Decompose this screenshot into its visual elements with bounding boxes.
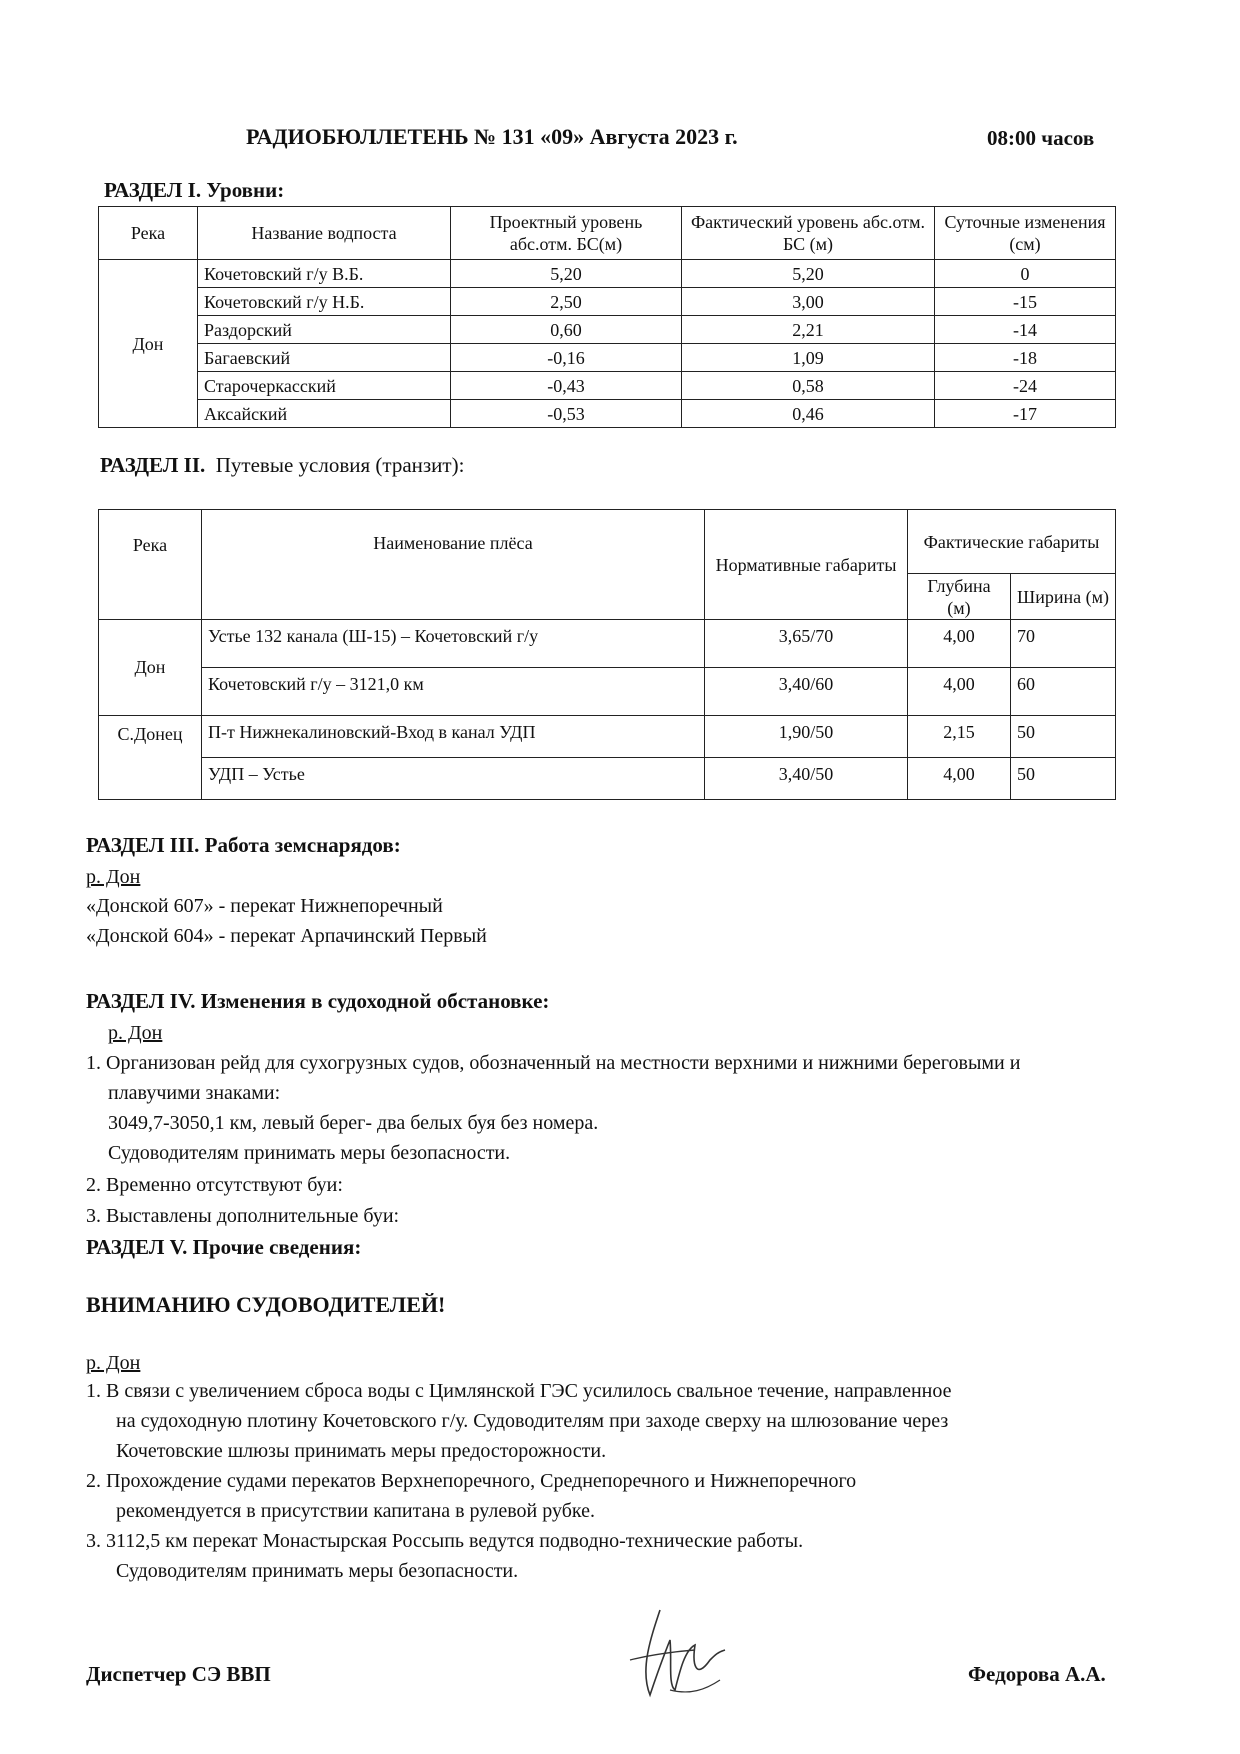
bulletin-time: 08:00 часов — [987, 126, 1095, 150]
norm-dims: 1,90/50 — [705, 716, 908, 758]
norm-dims: 3,40/60 — [705, 668, 908, 716]
post-name: Кочетовский г/у В.Б. — [198, 260, 451, 288]
actual-depth: 2,15 — [908, 716, 1011, 758]
norm-dims: 3,40/50 — [705, 758, 908, 800]
actual-level: 0,46 — [682, 400, 935, 428]
col-depth: Глубина (м) — [908, 574, 1011, 620]
post-name: Кочетовский г/у Н.Б. — [198, 288, 451, 316]
actual-level: 5,20 — [682, 260, 935, 288]
list-item: «Донской 604» - перекат Арпачинский Первый — [86, 925, 487, 947]
post-name: Багаевский — [198, 344, 451, 372]
table-row — [99, 372, 1116, 400]
col-river: Река — [99, 510, 202, 620]
section4-river: р. Дон — [108, 1022, 163, 1044]
post-name: Раздорский — [198, 316, 451, 344]
list-item: 1. Организован рейд для сухогрузных судов, обозначенный на местности верхними и нижними береговыми и — [86, 1052, 1021, 1074]
table-row — [99, 716, 1116, 758]
section1-title: РАЗДЕЛ I. Уровни: — [104, 178, 285, 202]
actual-width: 50 — [1011, 758, 1116, 800]
stretch-name: Устье 132 канала (Ш-15) – Кочетовский г/у — [202, 620, 705, 668]
header — [0, 124, 1240, 154]
list-item: 3. Выставлены дополнительные буи: — [86, 1205, 400, 1227]
table-row — [99, 620, 1116, 668]
post-name: Аксайский — [198, 400, 451, 428]
list-item: 2. Временно отсутствуют буи: — [86, 1174, 343, 1196]
section2-title: РАЗДЕЛ II. Путевые условия (транзит): — [100, 453, 465, 477]
col-actual: Фактические габариты — [908, 510, 1116, 574]
transit-header-row — [99, 510, 1116, 574]
actual-level: 0,58 — [682, 372, 935, 400]
river-cell: Дон — [99, 620, 202, 716]
daily-change: -24 — [935, 372, 1116, 400]
stretch-name: УДП – Устье — [202, 758, 705, 800]
col-stretch: Наименование плёса — [202, 510, 705, 620]
actual-level: 1,09 — [682, 344, 935, 372]
table-row — [99, 668, 1116, 716]
list-item: «Донской 607» - перекат Нижнепоречный — [86, 895, 443, 917]
attention-title: ВНИМАНИЮ СУДОВОДИТЕЛЕЙ! — [86, 1292, 446, 1317]
table-row — [99, 316, 1116, 344]
signatory-name: Федорова А.А. — [968, 1662, 1106, 1686]
daily-change: -17 — [935, 400, 1116, 428]
col-post: Название водпоста — [198, 207, 451, 260]
daily-change: -15 — [935, 288, 1116, 316]
col-width: Ширина (м) — [1011, 574, 1116, 620]
project-level: -0,43 — [451, 372, 682, 400]
section5-title: РАЗДЕЛ V. Прочие сведения: — [86, 1235, 362, 1259]
levels-table — [98, 206, 1116, 428]
dispatcher-label: Диспетчер СЭ ВВП — [86, 1662, 271, 1686]
actual-width: 60 — [1011, 668, 1116, 716]
levels-header-row — [99, 207, 1116, 260]
daily-change: -18 — [935, 344, 1116, 372]
actual-width: 70 — [1011, 620, 1116, 668]
list-item: Судоводителям принимать меры безопасности. — [116, 1560, 519, 1582]
col-actual-level: Фактический уровень абс.отм. БС (м) — [682, 207, 935, 260]
attention-river: р. Дон — [86, 1352, 141, 1374]
actual-depth: 4,00 — [908, 620, 1011, 668]
table-row — [99, 260, 1116, 288]
project-level: 2,50 — [451, 288, 682, 316]
col-daily-change: Суточные изменения (см) — [935, 207, 1116, 260]
list-item: Судоводителям принимать меры безопасности. — [108, 1142, 511, 1164]
list-item: 3049,7-3050,1 км, левый берег- два белых буя без номера. — [108, 1112, 599, 1134]
section3-river: р. Дон — [86, 866, 141, 888]
transit-table — [98, 509, 1116, 800]
col-river: Река — [99, 207, 198, 260]
actual-level: 3,00 — [682, 288, 935, 316]
table-row — [99, 758, 1116, 800]
post-name: Старочеркасский — [198, 372, 451, 400]
table-row — [99, 288, 1116, 316]
project-level: -0,53 — [451, 400, 682, 428]
actual-depth: 4,00 — [908, 668, 1011, 716]
daily-change: -14 — [935, 316, 1116, 344]
actual-level: 2,21 — [682, 316, 935, 344]
river-cell: С.Донец — [99, 716, 202, 800]
col-norm: Нормативные габариты — [705, 510, 908, 620]
section4-title: РАЗДЕЛ IV. Изменения в судоходной обстановке: — [86, 989, 550, 1013]
project-level: 5,20 — [451, 260, 682, 288]
list-item: 3. 3112,5 км перекат Монастырская Россыпь ведутся подводно-технические работы. — [86, 1530, 804, 1552]
project-level: -0,16 — [451, 344, 682, 372]
list-item: рекомендуется в присутствии капитана в рулевой рубке. — [116, 1500, 595, 1522]
bulletin-title: РАДИОБЮЛЛЕТЕНЬ № 131 «09» Августа 2023 г. — [246, 124, 738, 149]
col-project-level: Проектный уровень абс.отм. БС(м) — [451, 207, 682, 260]
list-item: на судоходную плотину Кочетовского г/у. Судоводителям при заходе сверху на шлюзование через — [116, 1410, 949, 1432]
list-item: 2. Прохождение судами перекатов Верхнепоречного, Среднепоречного и Нижнепоречного — [86, 1470, 857, 1492]
actual-width: 50 — [1011, 716, 1116, 758]
list-item: Кочетовские шлюзы принимать меры предосторожности. — [116, 1440, 607, 1462]
actual-depth: 4,00 — [908, 758, 1011, 800]
project-level: 0,60 — [451, 316, 682, 344]
norm-dims: 3,65/70 — [705, 620, 908, 668]
daily-change: 0 — [935, 260, 1116, 288]
signature-image — [600, 1600, 750, 1710]
stretch-name: П-т Нижнекалиновский-Вход в канал УДП — [202, 716, 705, 758]
stretch-name: Кочетовский г/у – 3121,0 км — [202, 668, 705, 716]
list-item: 1. В связи с увеличением сброса воды с Цимлянской ГЭС усилилось свальное течение, направленное — [86, 1380, 952, 1402]
table-row — [99, 400, 1116, 428]
river-cell: Дон — [99, 260, 198, 428]
section3-title: РАЗДЕЛ III. Работа земснарядов: — [86, 833, 401, 857]
table-row — [99, 344, 1116, 372]
list-item: плавучими знаками: — [108, 1082, 281, 1104]
